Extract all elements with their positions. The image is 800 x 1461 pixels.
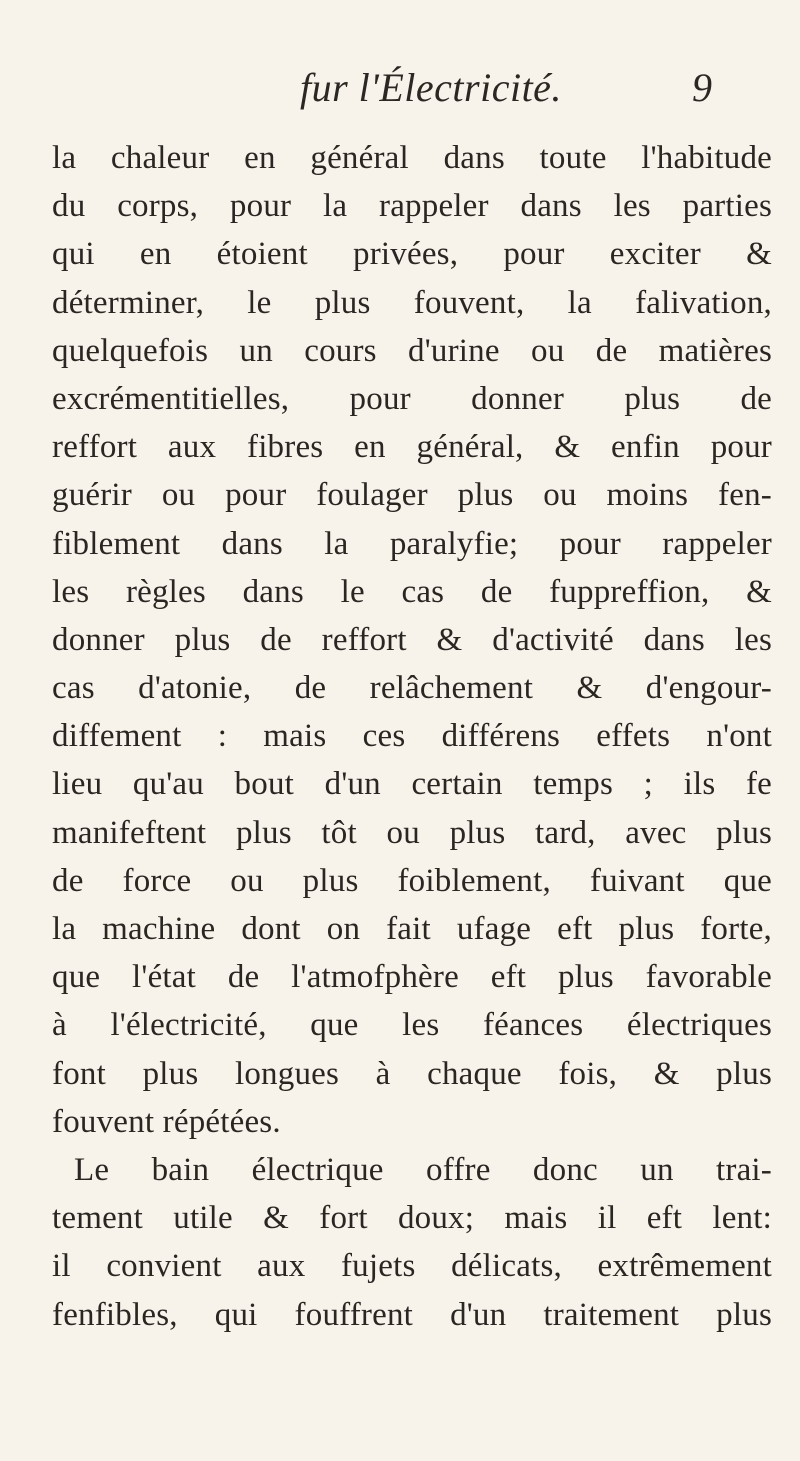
- text-line: qui en étoient privées, pour exciter &: [52, 236, 772, 273]
- text-line: font plus longues à chaque fois, & plus: [52, 1055, 772, 1092]
- text-line: la machine dont on fait ufage eft plus forte,: [52, 911, 772, 947]
- text-line: du corps, pour la rappeler dans les parties: [52, 188, 772, 225]
- text-line: fiblement dans la paralyfie; pour rappeler: [52, 525, 772, 562]
- running-title: fur l'Électricité.: [300, 65, 562, 110]
- body-text: [52, 134, 772, 1339]
- text-line: la chaleur en général dans toute l'habitude: [52, 140, 772, 176]
- text-line: Le bain électrique offre donc un trai-: [74, 1151, 772, 1188]
- text-line: tement utile & fort doux; mais il eft lent:: [52, 1200, 772, 1237]
- text-line: les règles dans le cas de fuppreffion, &: [52, 573, 772, 610]
- page-number: 9: [692, 65, 712, 110]
- text-line: reffort aux fibres en général, & enfin pour: [52, 429, 772, 466]
- text-line: de force ou plus foiblement, fuivant que: [52, 862, 772, 899]
- text-line: fouvent répétées.: [52, 1103, 281, 1140]
- text-line: déterminer, le plus fouvent, la falivation,: [52, 284, 772, 321]
- text-line: quelquefois un cours d'urine ou de matières: [52, 332, 772, 369]
- text-line: excrémentitielles, pour donner plus de: [52, 380, 772, 417]
- text-line: cas d'atonie, de relâchement & d'engour-: [52, 670, 772, 707]
- text-line: il convient aux fujets délicats, extrêmement: [52, 1248, 772, 1285]
- text-line: guérir ou pour foulager plus ou moins fen-: [52, 477, 772, 514]
- text-line: que l'état de l'atmofphère eft plus favorable: [52, 959, 772, 996]
- text-line: diffement : mais ces différens effets n'ont: [52, 718, 772, 755]
- text-line: lieu qu'au bout d'un certain temps ; ils fe: [52, 766, 772, 803]
- text-line: manifeftent plus tôt ou plus tard, avec plus: [52, 814, 772, 851]
- text-line: donner plus de reffort & d'activité dans les: [52, 621, 772, 658]
- text-line: à l'électricité, que les féances électriques: [52, 1007, 772, 1044]
- running-head: [0, 64, 800, 114]
- text-line: fenfibles, qui fouffrent d'un traitement plus: [52, 1296, 772, 1333]
